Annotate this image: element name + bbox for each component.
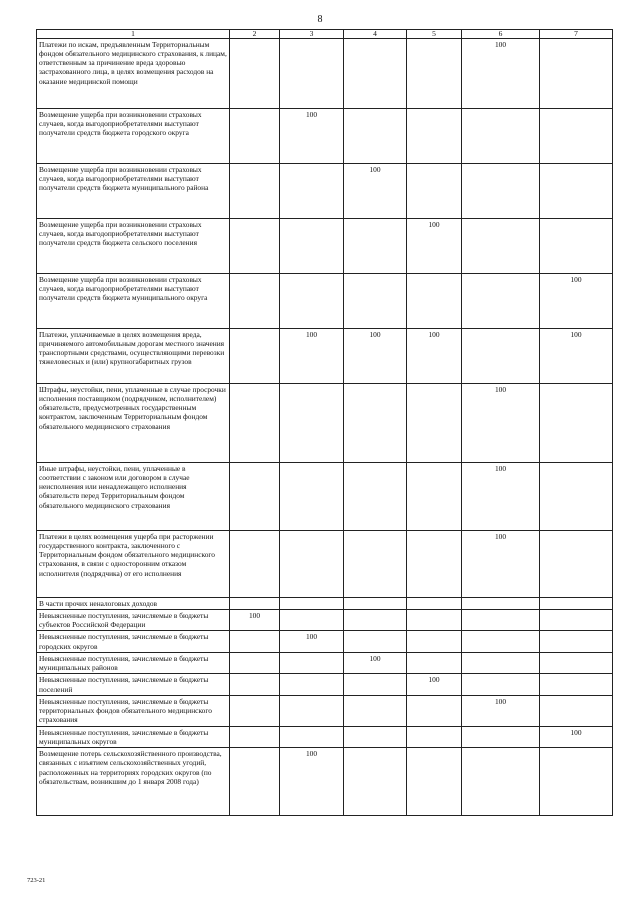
row-description: В части прочих неналоговых доходов xyxy=(37,597,230,609)
table-row xyxy=(37,218,613,273)
percent-cell xyxy=(280,726,344,748)
table-header-row xyxy=(37,30,613,39)
percent-cell xyxy=(407,462,462,530)
percent-cell xyxy=(540,218,613,273)
column-header: 6 xyxy=(462,30,540,39)
percent-cell xyxy=(230,383,280,462)
percent-cell xyxy=(230,695,280,726)
percent-cell: 100 xyxy=(344,328,407,383)
percent-cell xyxy=(462,726,540,748)
percent-cell xyxy=(230,652,280,674)
percent-cell xyxy=(230,273,280,328)
percent-cell xyxy=(280,609,344,631)
percent-cell xyxy=(462,328,540,383)
percent-cell xyxy=(540,597,613,609)
row-description: Невыясненные поступления, зачисляемые в бюджеты муниципальных округов xyxy=(37,726,230,748)
percent-cell xyxy=(540,530,613,597)
percent-cell xyxy=(344,383,407,462)
percent-cell xyxy=(540,748,613,816)
percent-cell xyxy=(280,383,344,462)
percent-cell xyxy=(280,674,344,696)
percent-cell xyxy=(230,108,280,163)
percent-cell xyxy=(280,597,344,609)
column-header: 1 xyxy=(37,30,230,39)
percent-cell xyxy=(344,38,407,108)
percent-cell: 100 xyxy=(344,163,407,218)
percent-cell xyxy=(280,652,344,674)
percent-cell xyxy=(230,38,280,108)
page-number: 8 xyxy=(317,14,323,25)
percent-cell xyxy=(462,748,540,816)
percent-cell: 100 xyxy=(540,328,613,383)
percent-cell xyxy=(462,218,540,273)
table-row xyxy=(37,597,613,609)
percent-cell xyxy=(407,631,462,653)
row-description: Иные штрафы, неустойки, пени, уплаченные в соответствии с законом или договором в случае неисполнения или ненадлежащего исполнения обязательств перед Территориальным фондом обязательного медицинского страхования xyxy=(37,462,230,530)
percent-cell xyxy=(230,218,280,273)
percent-cell xyxy=(230,631,280,653)
row-description: Невыясненные поступления, зачисляемые в бюджеты субъектов Российской Федерации xyxy=(37,609,230,631)
column-header: 3 xyxy=(280,30,344,39)
table-row xyxy=(37,530,613,597)
percent-cell: 100 xyxy=(407,218,462,273)
document-code: 723-21 xyxy=(27,877,46,884)
percent-cell xyxy=(407,695,462,726)
percent-cell: 100 xyxy=(407,328,462,383)
percent-cell xyxy=(462,273,540,328)
row-description: Возмещение ущерба при возникновении страховых случаев, когда выгодоприобретателями выступают получатели средств бюджета муниципального района xyxy=(37,163,230,218)
table-row xyxy=(37,609,613,631)
row-description: Платежи по искам, предъявленным Территориальным фондом обязательного медицинского страхования, к лицам, ответственным за причинение вреда здоровью застрахованного лица, в целях возмещения расходов на оказание медицинской помощи xyxy=(37,38,230,108)
percent-cell xyxy=(230,674,280,696)
percent-cell xyxy=(407,748,462,816)
percent-cell xyxy=(344,695,407,726)
row-description: Невыясненные поступления, зачисляемые в бюджеты муниципальных районов xyxy=(37,652,230,674)
table-row xyxy=(37,383,613,462)
percent-cell: 100 xyxy=(462,530,540,597)
percent-cell xyxy=(462,597,540,609)
percent-cell xyxy=(540,609,613,631)
row-description: Штрафы, неустойки, пени, уплаченные в случае просрочки исполнения поставщиком (подрядчиком, исполнителем) обязательств, предусмотренных государственным контрактом, заключенным Территориальным фондом обязательного медицинского страхования xyxy=(37,383,230,462)
percent-cell: 100 xyxy=(280,748,344,816)
percent-cell xyxy=(344,609,407,631)
percent-cell xyxy=(462,108,540,163)
table-row xyxy=(37,38,613,108)
percent-cell xyxy=(280,218,344,273)
column-header: 2 xyxy=(230,30,280,39)
percent-cell xyxy=(540,674,613,696)
percent-cell: 100 xyxy=(540,273,613,328)
percent-cell xyxy=(230,530,280,597)
percent-cell xyxy=(407,38,462,108)
percent-cell xyxy=(280,273,344,328)
percent-cell xyxy=(344,530,407,597)
table-row xyxy=(37,163,613,218)
percent-cell xyxy=(540,695,613,726)
table-row xyxy=(37,652,613,674)
percent-cell: 100 xyxy=(462,462,540,530)
percent-cell: 100 xyxy=(344,652,407,674)
percent-cell xyxy=(407,108,462,163)
percent-cell: 100 xyxy=(540,726,613,748)
percent-cell xyxy=(407,530,462,597)
percent-cell xyxy=(540,462,613,530)
percent-cell xyxy=(540,383,613,462)
percent-cell: 100 xyxy=(280,108,344,163)
percent-cell: 100 xyxy=(462,383,540,462)
percent-cell xyxy=(344,726,407,748)
column-header: 5 xyxy=(407,30,462,39)
revenue-distribution-table xyxy=(36,29,613,816)
percent-cell xyxy=(280,38,344,108)
percent-cell xyxy=(344,748,407,816)
table-row xyxy=(37,108,613,163)
percent-cell: 100 xyxy=(280,328,344,383)
percent-cell: 100 xyxy=(280,631,344,653)
percent-cell xyxy=(344,108,407,163)
row-description: Невыясненные поступления, зачисляемые в бюджеты поселений xyxy=(37,674,230,696)
percent-cell xyxy=(344,218,407,273)
percent-cell xyxy=(230,726,280,748)
percent-cell xyxy=(540,163,613,218)
percent-cell xyxy=(462,631,540,653)
percent-cell xyxy=(344,462,407,530)
percent-cell xyxy=(344,597,407,609)
percent-cell xyxy=(462,674,540,696)
table-row xyxy=(37,328,613,383)
percent-cell xyxy=(462,609,540,631)
percent-cell xyxy=(280,695,344,726)
percent-cell xyxy=(230,328,280,383)
row-description: Возмещение ущерба при возникновении страховых случаев, когда выгодоприобретателями выступают получатели средств бюджета муниципального округа xyxy=(37,273,230,328)
row-description: Невыясненные поступления, зачисляемые в бюджеты городских округов xyxy=(37,631,230,653)
row-description: Платежи, уплачиваемые в целях возмещения вреда, причиняемого автомобильным дорогам местного значения транспортными средствами, осуществляющими перевозки тяжеловесных и (или) крупногабаритных грузов xyxy=(37,328,230,383)
row-description: Невыясненные поступления, зачисляемые в бюджеты территориальных фондов обязательного медицинского страхования xyxy=(37,695,230,726)
table-row xyxy=(37,273,613,328)
percent-cell xyxy=(407,163,462,218)
percent-cell xyxy=(407,652,462,674)
percent-cell xyxy=(540,38,613,108)
percent-cell xyxy=(280,163,344,218)
percent-cell xyxy=(280,530,344,597)
percent-cell xyxy=(407,609,462,631)
row-description: Возмещение ущерба при возникновении страховых случаев, когда выгодоприобретателями выступают получатели средств бюджета городского округа xyxy=(37,108,230,163)
percent-cell xyxy=(344,273,407,328)
table-row xyxy=(37,462,613,530)
percent-cell xyxy=(407,597,462,609)
percent-cell xyxy=(230,748,280,816)
row-description: Возмещение потерь сельскохозяйственного производства, связанных с изъятием сельскохозяйственных угодий, расположенных на территориях городских округов (по обязательствам, возникшим до 1 января 2008 года) xyxy=(37,748,230,816)
percent-cell xyxy=(280,462,344,530)
table-row xyxy=(37,726,613,748)
row-description: Платежи в целях возмещения ущерба при расторжении государственного контракта, заключенного с Территориальным фондом обязательного медицинского страхования, в связи с односторонним отказом исполнителя (подрядчика) от его исполнения xyxy=(37,530,230,597)
percent-cell xyxy=(344,674,407,696)
percent-cell xyxy=(230,163,280,218)
column-header: 7 xyxy=(540,30,613,39)
percent-cell xyxy=(462,163,540,218)
percent-cell: 100 xyxy=(407,674,462,696)
column-header: 4 xyxy=(344,30,407,39)
table-row xyxy=(37,631,613,653)
percent-cell xyxy=(344,631,407,653)
percent-cell xyxy=(407,726,462,748)
percent-cell xyxy=(230,597,280,609)
table-row xyxy=(37,674,613,696)
table-row xyxy=(37,748,613,816)
row-description: Возмещение ущерба при возникновении страховых случаев, когда выгодоприобретателями выступают получатели средств бюджета сельского поселения xyxy=(37,218,230,273)
percent-cell xyxy=(462,652,540,674)
percent-cell: 100 xyxy=(462,38,540,108)
percent-cell xyxy=(540,108,613,163)
percent-cell xyxy=(540,652,613,674)
percent-cell xyxy=(540,631,613,653)
percent-cell xyxy=(407,273,462,328)
percent-cell xyxy=(407,383,462,462)
percent-cell xyxy=(230,462,280,530)
percent-cell: 100 xyxy=(230,609,280,631)
table-row xyxy=(37,695,613,726)
percent-cell: 100 xyxy=(462,695,540,726)
